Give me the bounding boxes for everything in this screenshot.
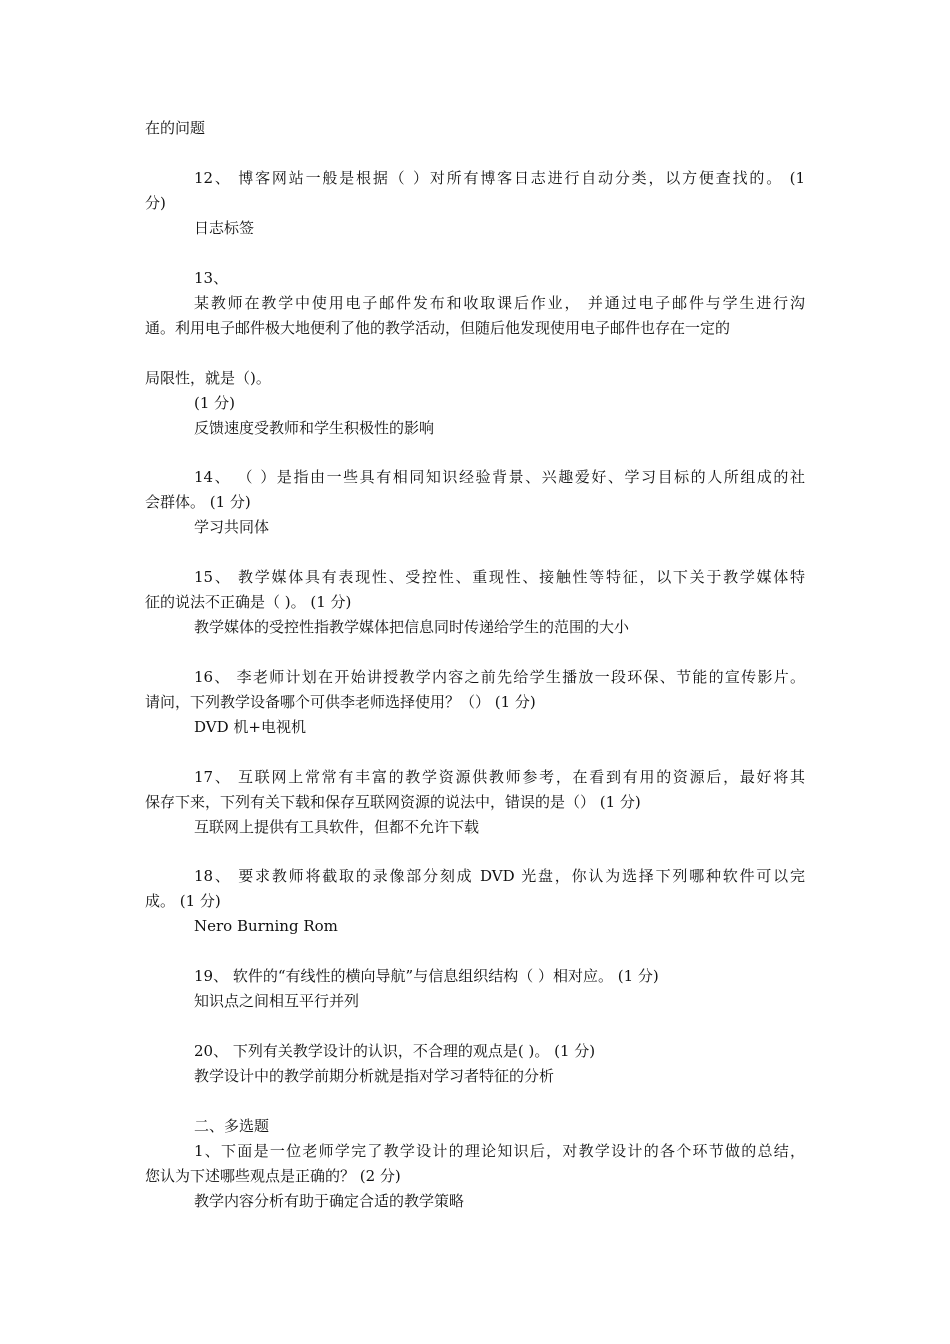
- question-20: 20、 下列有关教学设计的认识，不合理的观点是( )。 (1 分): [194, 1042, 596, 1060]
- question-19: 19、 软件的“有线性的横向导航”与信息组织结构（ ）相对应。 (1 分): [194, 967, 659, 985]
- question-13-number: 13、: [194, 269, 229, 287]
- answer-12: 日志标签: [194, 219, 255, 237]
- answer-15: 教学媒体的受控性指教学媒体把信息同时传递给学生的范围的大小: [194, 618, 630, 636]
- question-13-line-3: 局限性，就是（)。: [145, 369, 271, 387]
- answer-16: DVD 机+电视机: [194, 718, 306, 736]
- question-13-line-2: 通。利用电子邮件极大地便利了他的教学活动，但随后他发现使用电子邮件也存在一定的: [145, 319, 731, 337]
- answer-20: 教学设计中的教学前期分析就是指对学习者特征的分析: [194, 1067, 555, 1085]
- question-17-line-2: 保存下来，下列有关下载和保存互联网资源的说法中，错误的是（） (1 分): [145, 793, 641, 811]
- question-14-line-1: 14、 （ ）是指由一些具有相同知识经验背景、兴趣爱好、学习目标的人所组成的社: [194, 468, 805, 486]
- question-17-line-1: 17、 互联网上常常有丰富的教学资源供教师参考，在看到有用的资源后，最好将其: [194, 768, 805, 786]
- mc-question-1-line-1: 1、下面是一位老师学完了教学设计的理论知识后，对教学设计的各个环节做的总结，: [194, 1142, 805, 1160]
- answer-18: Nero Burning Rom: [194, 917, 338, 935]
- question-15-line-1: 15、 教学媒体具有表现性、受控性、重现性、接触性等特征，以下关于教学媒体特: [194, 568, 805, 586]
- question-18-line-2: 成。 (1 分): [145, 892, 221, 910]
- question-16-line-2: 请问，下列教学设备哪个可供李老师选择使用？（） (1 分): [145, 693, 536, 711]
- question-14-line-2: 会群体。 (1 分): [145, 493, 251, 511]
- mc-answer-1: 教学内容分析有助于确定合适的教学策略: [194, 1192, 465, 1210]
- answer-19: 知识点之间相互平行并列: [194, 992, 360, 1010]
- question-16-line-1: 16、 李老师计划在开始讲授教学内容之前先给学生播放一段环保、节能的宣传影片。: [194, 668, 805, 686]
- question-12-line-1: 12、 博客网站一般是根据（ ）对所有博客日志进行自动分类，以方便查找的。 (1: [194, 169, 805, 187]
- question-15-line-2: 征的说法不正确是（ )。 (1 分): [145, 593, 352, 611]
- answer-14: 学习共同体: [194, 518, 270, 536]
- question-13-score: (1 分): [194, 394, 236, 412]
- answer-17: 互联网上提供有工具软件，但都不允许下载: [194, 818, 480, 836]
- text-line: 在的问题: [145, 119, 206, 137]
- question-18-line-1: 18、 要求教师将截取的录像部分刻成 DVD 光盘，你认为选择下列哪种软件可以完: [194, 867, 805, 885]
- section-heading-multiple-choice: 二、多选题: [194, 1117, 270, 1135]
- mc-question-1-line-2: 您认为下述哪些观点是正确的？ (2 分): [145, 1167, 401, 1185]
- question-13-line-1: 某教师在教学中使用电子邮件发布和收取课后作业， 并通过电子邮件与学生进行沟: [194, 294, 805, 312]
- question-12-line-2: 分): [145, 194, 166, 212]
- answer-13: 反馈速度受教师和学生积极性的影响: [194, 419, 435, 437]
